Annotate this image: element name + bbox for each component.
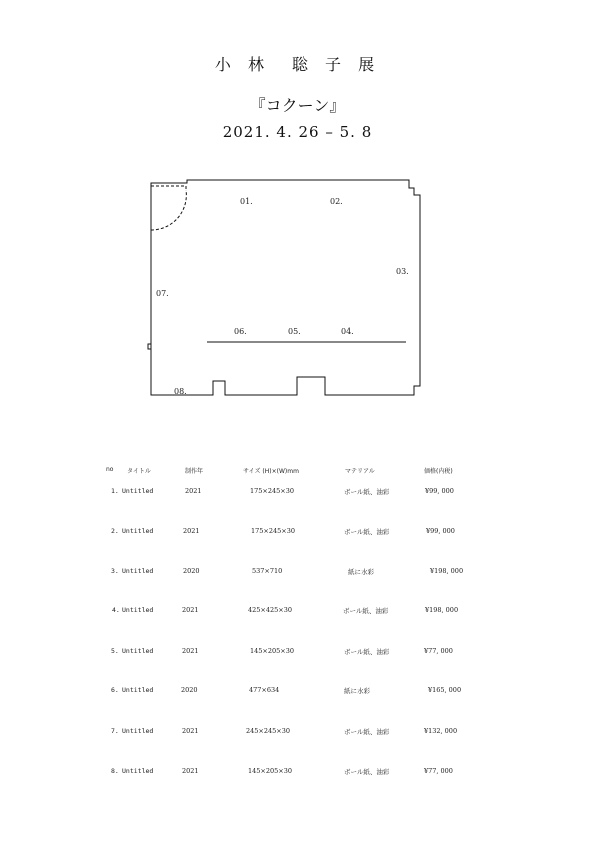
cell-year: 2021 [182,767,199,775]
cell-title: Untitled [122,647,154,655]
cell-no: 1. [111,487,119,495]
cell-year: 2021 [182,727,199,735]
cell-size: 145×205×30 [248,767,292,775]
cell-size: 537×710 [252,567,283,575]
cell-material: ボール紙、油彩 [344,728,390,736]
cell-price: ¥132, 000 [424,727,458,735]
floor-plan [0,0,595,420]
artist-name: 小 林 聡 子 展 [214,55,381,74]
cell-title: Untitled [122,606,154,614]
wall-notch [148,344,151,349]
header-material: マテリアル [345,468,375,475]
cell-title: Untitled [122,527,154,535]
exhibition-title: 『コクーン』 [249,96,346,115]
cell-size: 425×425×30 [248,606,292,614]
cell-no: 2. [111,527,119,535]
cell-price: ¥99, 000 [425,487,454,495]
header-title: タイトル [127,468,151,475]
cell-material: ボール紙、油彩 [344,488,390,496]
cell-year: 2021 [183,527,200,535]
plan-label-08: 08. [174,387,187,396]
door-arc [151,190,186,230]
cell-price: ¥77, 000 [424,767,453,775]
plan-label-07: 07. [156,289,169,298]
cell-no: 4. [112,606,120,614]
exhibition-dates: 2021. 4. 26 – 5. 8 [222,123,373,141]
cell-price: ¥198, 000 [430,567,464,575]
cell-material: ボール紙、油彩 [344,528,390,536]
header-price: 価格(内税) [424,468,453,475]
cell-material: ボール紙、油彩 [344,648,390,656]
plan-label-06: 06. [234,327,247,336]
cell-price: ¥165, 000 [428,686,462,694]
plan-label-04: 04. [341,327,354,336]
cell-material: 紙に水彩 [344,687,370,695]
plan-label-02: 02. [330,197,343,206]
cell-year: 2020 [183,567,200,575]
cell-title: Untitled [122,487,154,495]
cell-material: ボール紙、油彩 [343,607,389,615]
header-size: サイズ (H)×(W)mm [243,468,299,475]
cell-price: ¥198, 000 [425,606,459,614]
cell-material: ボール紙、油彩 [344,768,390,776]
cell-year: 2020 [181,686,198,694]
cell-year: 2021 [185,487,202,495]
cell-material: 紙に水彩 [348,568,374,576]
cell-title: Untitled [122,567,154,575]
cell-size: 175×245×30 [251,527,295,535]
header-year: 制作年 [185,468,204,475]
cell-title: Untitled [122,686,154,694]
cell-no: 8. [111,767,119,775]
cell-year: 2021 [182,647,199,655]
cell-no: 5. [111,647,119,655]
cell-price: ¥99, 000 [426,527,455,535]
cell-size: 477×634 [249,686,280,694]
floor-plan-walls [151,180,420,395]
plan-label-01: 01. [240,197,253,206]
cell-year: 2021 [182,606,199,614]
cell-title: Untitled [122,727,154,735]
cell-price: ¥77, 000 [424,647,453,655]
plan-label-05: 05. [288,327,301,336]
cell-no: 3. [111,567,119,575]
cell-no: 6. [111,686,119,694]
cell-no: 7. [111,727,119,735]
cell-size: 145×205×30 [250,647,294,655]
cell-size: 175×245×30 [250,487,294,495]
header-no: no [106,466,114,473]
plan-label-03: 03. [396,267,409,276]
cell-title: Untitled [122,767,154,775]
cell-size: 245×245×30 [246,727,290,735]
